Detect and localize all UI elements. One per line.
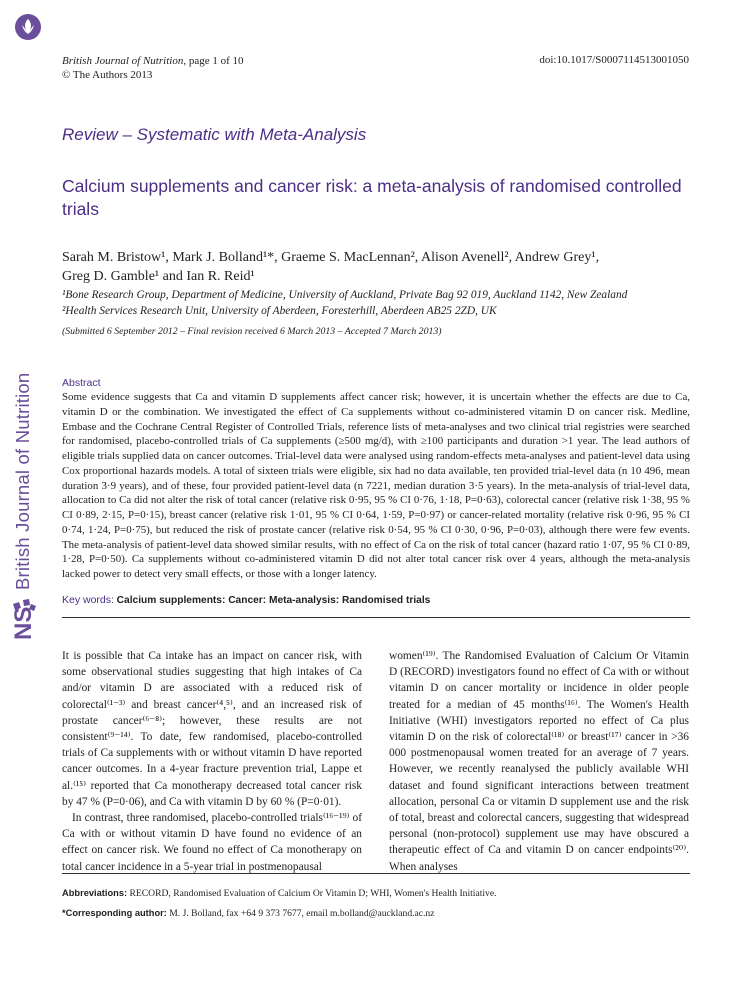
nutrition-society-logo-icon xyxy=(9,598,39,648)
doi[interactable]: doi:10.1017/S0007114513001050 xyxy=(539,54,689,66)
abstract-text: Some evidence suggests that Ca and vitamin D supplements affect cancer risk; however, it is uncertain whether the effects are due to Ca, vitamin D or the combination. We investigated the effect of Ca supplements without co-administered vitamin D on cancer risk. Medline, Embase and the Cochrane Central Register of Controlled Trials, reference lists of meta-analyses and two clinical trial registries were searched for randomised, placebo-controlled trials of Ca supplements (≥500 mg/d), with ≥100 participants and duration >1 year. The lead authors of eligible trials supplied data on cancer outcomes. Trial-level data were analysed using random-effects meta-analyses and patient-level data using Cox proportional hazards models. A total of sixteen trials were eligible, six had no data available, ten provided trial-level data (n 10 496, mean duration 3·9 years), and of these, four provided patient-level data (n 7221, median duration 3·5 years). In the meta-analysis of trial-level data, allocation to Ca did not alter the risk of total cancer (relative risk 0·95, 95 % CI 0·76, 1·18, P=0·63), colorectal cancer (relative risk 1·38, 95 % CI 0·89, 2·15, P=0·15), breast cancer (relative risk 1·01, 95 % CI 0·64, 1·59, P=0·97) or cancer-related mortality (relative risk 0·96, 95 % CI 0·74, 1·24, P=0·75), but reduced the risk of prostate cancer (relative risk 0·54, 95 % CI 0·30, 0·96, P=0·03), although there were few events. The meta-analysis of patient-level data showed similar results, with no effect of Ca on the risk of total cancer (hazard ratio 1·07, 95 % CI 0·89, 1·28, P=0·50). Ca supplements without co-administered vitamin D did not alter total cancer risk over 4 years, although the meta-analysis lacked power to detect very small effects, or those with a longer latency. xyxy=(62,391,690,580)
abbreviations-text: RECORD, Randomised Evaluation of Calcium Or Vitamin D; WHI, Women's Health Initiative. xyxy=(127,888,497,899)
svg-text:NS: NS xyxy=(10,606,37,640)
copyright: © The Authors 2013 xyxy=(62,69,153,81)
corresponding-author-text[interactable]: M. J. Bolland, fax +64 9 373 7677, email m.bolland@auckland.ac.nz xyxy=(166,908,435,919)
journal-header xyxy=(62,54,244,82)
abbreviations-footnote xyxy=(62,888,497,899)
footnote-divider xyxy=(62,873,690,874)
page-info: , page 1 of 10 xyxy=(183,55,244,67)
publisher-logo-icon xyxy=(15,14,41,40)
body-column-right xyxy=(389,648,689,875)
corresponding-author-footnote xyxy=(62,908,435,919)
author-list xyxy=(62,248,692,286)
keywords-label: Key words: xyxy=(62,594,114,606)
divider xyxy=(62,617,690,618)
abbreviations-label: Abbreviations: xyxy=(62,888,128,898)
corresponding-author-label: *Corresponding author: xyxy=(62,908,167,918)
authors-line-2: Greg D. Gamble¹ and Ian R. Reid¹ xyxy=(62,269,255,284)
body-paragraph: In contrast, three randomised, placebo-controlled trials⁽¹⁶⁻¹⁹⁾ of Ca with or without vitamin D have found no evidence of an effect on cancer risk. We found no effect of Ca monotherapy on total cancer incidence in a 5-year trial in postmenopausal xyxy=(62,812,362,873)
keywords xyxy=(62,594,430,606)
article-title: Calcium supplements and cancer risk: a meta-analysis of randomised controlled trials xyxy=(62,176,682,219)
body-paragraph: It is possible that Ca intake has an impact on cancer risk, with some observational studies suggesting that high intakes of Ca and/or vitamin D are associated with a reduced risk of colorectal⁽¹⁻³⁾ and breast cancer⁽⁴,⁵⁾, and an increased risk of prostate cancer⁽⁶⁻⁸⁾; however, these results are not consistent⁽⁹⁻¹⁴⁾. To date, few randomised, placebo-controlled trials of Ca supplements with or without vitamin D have reported cancer outcomes. In a 4-year fracture prevention trial, Lappe et al.⁽¹⁵⁾ reported that Ca monotherapy decreased total cancer risk by 47 % (P=0·06), and Ca with vitamin D by 60 % (P=0·01). xyxy=(62,650,362,808)
submission-dates: (Submitted 6 September 2012 – Final revision received 6 March 2013 – Accepted 7 March 2013) xyxy=(62,326,442,337)
body-paragraph: women⁽¹⁹⁾. The Randomised Evaluation of Calcium Or Vitamin D (RECORD) investigators found no effect of Ca with or without vitamin D on cancer mortality or incidence in older people treated for a median of 45 months⁽¹⁶⁾. The Women's Health Initiative (WHI) investigators reported no effect of Ca plus vitamin D on the risk of colorectal⁽¹⁸⁾ or breast⁽¹⁷⁾ cancer in >36 000 postmenopausal women treated for an average of 7 years. However, we recently reanalysed the publicly available WHI dataset and found significant interactions between treatment allocation, personal Ca or vitamin D supplement use and the risk of total, breast and colorectal cancers, suggesting that widespread personal (non-protocol) supplement use may have obscured a therapeutic effect of Ca and vitamin D on cancer endpoints⁽²⁰⁾. When analyses xyxy=(389,650,689,873)
article-section-type: Review – Systematic with Meta-Analysis xyxy=(62,125,367,144)
authors-line-1: Sarah M. Bristow¹, Mark J. Bolland¹*, Graeme S. MacLennan², Alison Avenell², Andrew Grey¹, xyxy=(62,250,600,265)
affiliations xyxy=(62,287,702,319)
affiliation-2: ²Health Services Research Unit, University of Aberdeen, Foresterhill, Aberdeen AB25 2ZD, UK xyxy=(62,305,497,317)
journal-name: British Journal of Nutrition xyxy=(62,55,184,67)
abstract-heading: Abstract xyxy=(62,377,101,389)
keywords-terms: Calcium supplements: Cancer: Meta-analysis: Randomised trials xyxy=(116,595,431,606)
affiliation-1: ¹Bone Research Group, Department of Medicine, University of Auckland, Private Bag 92 019, Auckland 1142, New Zealand xyxy=(62,289,628,301)
body-column-left xyxy=(62,648,362,875)
